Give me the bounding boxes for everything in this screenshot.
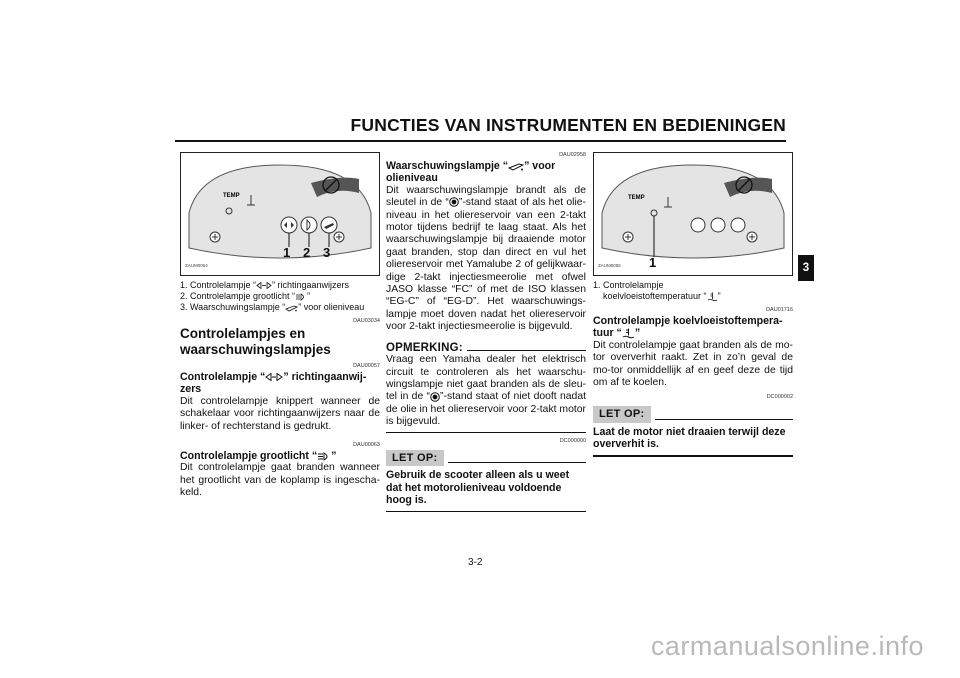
turn-signal-icon bbox=[265, 373, 283, 381]
caution-box bbox=[593, 406, 793, 456]
caution-label: LET OP: bbox=[593, 406, 651, 422]
column-left bbox=[180, 152, 380, 500]
section-heading: Controlelampjes en waarschuwingslampjes bbox=[180, 326, 331, 357]
turn-signal-lamp-icon bbox=[691, 218, 705, 232]
section-code: DAU00057 bbox=[353, 363, 380, 369]
callout-1: 1 bbox=[649, 255, 657, 270]
key-on-icon bbox=[430, 392, 440, 402]
column-middle bbox=[386, 152, 586, 512]
caution-text: Gebruik de scooter alleen als u weet dat het motorolieniveau voldoende hoog is. bbox=[386, 468, 570, 507]
oil-can-icon bbox=[285, 304, 298, 312]
caption-item: 1. Controlelampje “ ” richtingaanwijzers bbox=[180, 280, 350, 290]
coolant-panel-figure bbox=[593, 152, 793, 276]
coolant-temperature-icon bbox=[622, 328, 635, 339]
section-code: DAU03034 bbox=[353, 318, 380, 324]
figure-code: ZAUM0054 bbox=[185, 262, 208, 268]
caution-text: Laat de motor niet draaien terwijl deze oververhit is. bbox=[593, 425, 786, 451]
chapter-tab: 3 bbox=[798, 255, 814, 281]
oil-can-icon bbox=[508, 162, 524, 171]
instrument-panel-figure bbox=[180, 152, 380, 276]
page-title: FUNCTIES VAN INSTRUMENTEN EN BEDIENINGEN bbox=[350, 115, 786, 135]
paragraph: Dit controlelampje gaat branden wanneer het grootlicht van de koplamp is ingescha-keld. bbox=[180, 462, 380, 499]
section-code: DC000002 bbox=[766, 394, 793, 401]
subsection-heading-oil-level: Waarschuwingslampje “ ” voor olieniveau bbox=[386, 160, 556, 185]
note-text: Vraag een Yamaha dealer het elektrisch circuit te controleren als het waarschu-wingslampje niet gaat branden als de sleu-tel in de “ ”-stand staat of niet dooft nadat de olie in het oliereservoir voor 2-takt motor is bijgevuld. bbox=[386, 354, 586, 428]
high-beam-icon bbox=[295, 293, 307, 301]
high-beam-lamp-icon bbox=[301, 217, 317, 233]
caution-box bbox=[386, 450, 586, 513]
turn-signal-lamp-icon bbox=[281, 217, 297, 233]
callout-2: 2 bbox=[303, 245, 311, 260]
callout-3: 3 bbox=[323, 245, 331, 260]
caption-item: 1. Controlelampje koelvloeistoftemperatuur “ ” bbox=[593, 280, 721, 301]
header-rule bbox=[175, 140, 786, 142]
caption-item: 3. Waarschuwingslampje “ ” voor olieniveau bbox=[180, 302, 365, 312]
figure-code: ZAUM0055 bbox=[598, 262, 621, 268]
paragraph: Dit waarschuwingslampje brandt als de sleutel in de “ ”-stand staat of als het olie-niveau in het oliereservoir van een 2-takt motor tijdens bedrijf te laag staat. Als het waarschuwingslampje bij draaiende motor gaat branden, stop dan direct en vul het oliereservoir met Yamalube 2 of gelijkwaar-dige 2-takt injectiesmeerolie met ofwel JASO klasse “FC” of met de ISO klassen “EG-C” of “EG-D”. Het waarschuwings-lampje moet doven nadat het oliereservoir voor 2-takt injectiesmeerolie is bijgevuld. bbox=[386, 184, 586, 333]
high-beam-lamp-icon bbox=[711, 218, 725, 232]
subsection-heading-coolant: Controlelampje koelvloeistoftempera-tuur “ ” bbox=[593, 315, 783, 340]
section-code: DAU01716 bbox=[766, 307, 793, 313]
watermark: carmanualsonline.info bbox=[650, 631, 924, 661]
temp-label: TEMP bbox=[223, 193, 240, 199]
oil-level-lamp-icon bbox=[731, 218, 745, 232]
instrument-panel-drawing bbox=[181, 153, 379, 275]
temp-label: TEMP bbox=[628, 195, 645, 201]
page-number: 3-2 bbox=[468, 557, 483, 568]
paragraph: Dit controlelampje gaat branden als de mo-tor oververhit raakt. Zet in zo’n geval de mo-tor onmiddellijk af en geef deze de tijd om af te koelen. bbox=[593, 339, 793, 389]
note-box bbox=[386, 342, 586, 433]
callout-1: 1 bbox=[283, 245, 291, 260]
section-code: DAU02958 bbox=[559, 152, 586, 158]
caution-label: LET OP: bbox=[386, 450, 444, 466]
section-code: DAU00063 bbox=[353, 442, 380, 449]
high-beam-icon bbox=[317, 452, 331, 461]
subsection-heading-high-beam: Controlelampje grootlicht “ ” bbox=[180, 450, 337, 463]
coolant-temperature-icon bbox=[707, 292, 718, 302]
paragraph: Dit controlelampje knippert wanneer de schakelaar voor richtingaanwijzers naar de linker- of rechterstand is gedrukt. bbox=[180, 395, 380, 432]
instrument-panel-drawing bbox=[594, 153, 792, 275]
turn-signal-icon bbox=[256, 282, 272, 289]
caption-item: 2. Controlelampje grootlicht “ ” bbox=[180, 291, 311, 301]
figure-caption bbox=[593, 280, 793, 302]
note-label: OPMERKING: bbox=[386, 341, 463, 354]
subsection-heading-turn-signal: Controlelampje “ ” richtingaanwij-zers bbox=[180, 371, 367, 396]
key-on-icon bbox=[449, 197, 459, 207]
column-right bbox=[593, 152, 793, 457]
figure-caption bbox=[180, 280, 380, 313]
section-code: DC000000 bbox=[559, 437, 586, 444]
